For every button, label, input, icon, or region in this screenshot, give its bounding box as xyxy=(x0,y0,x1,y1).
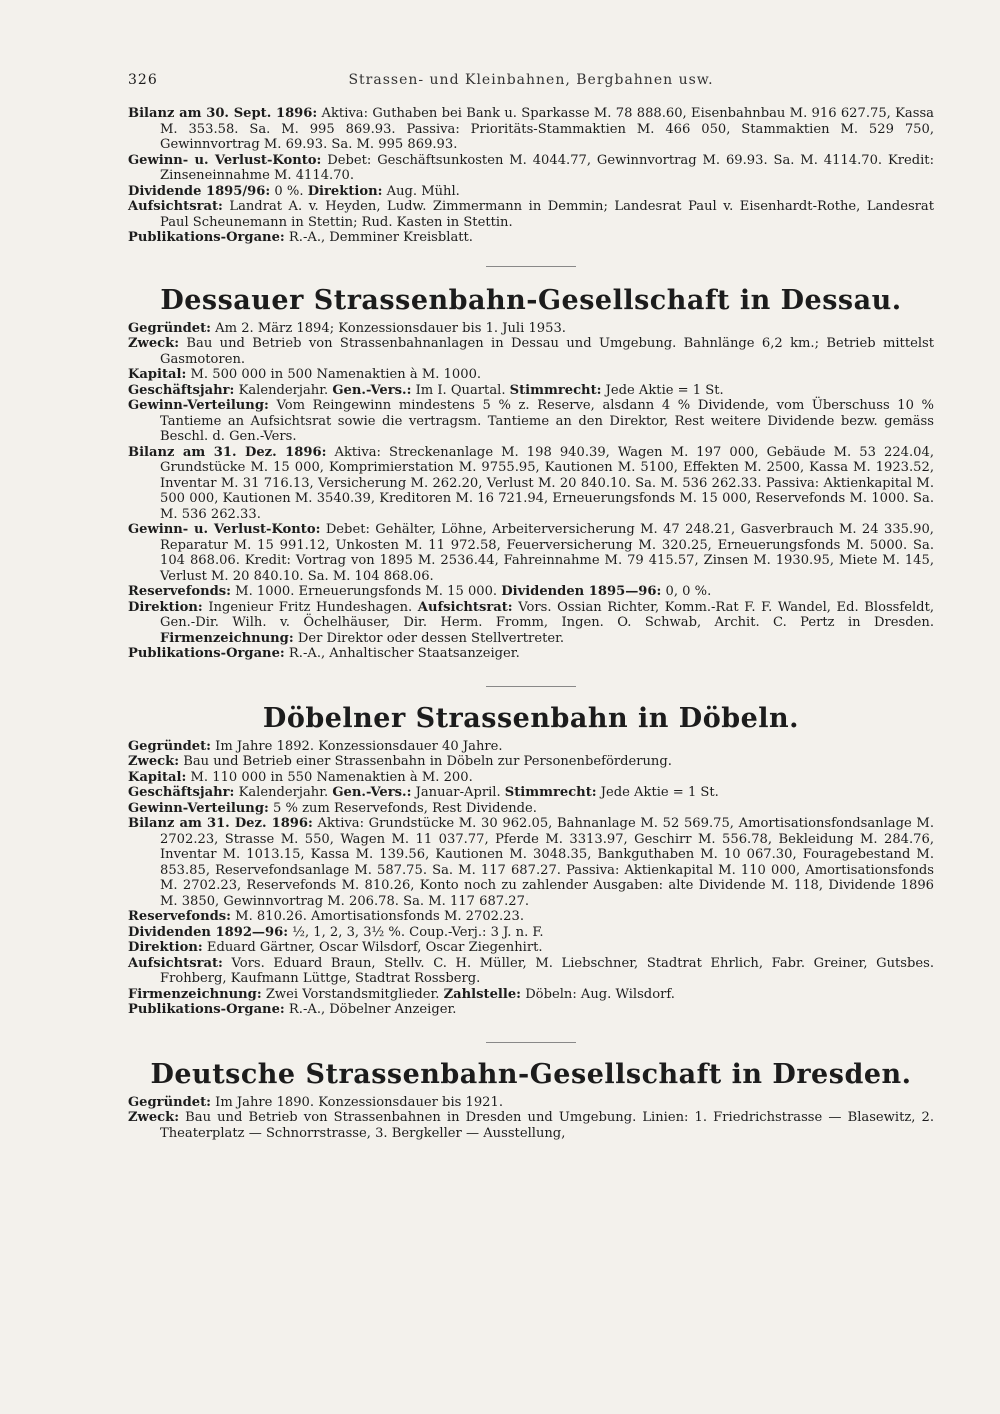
paragraph xyxy=(128,909,934,925)
paragraph xyxy=(128,801,934,817)
paragraph xyxy=(128,336,934,367)
text: Am 2. März 1894; Konzessionsdauer bis 1. Juli 1953. xyxy=(215,320,566,336)
paragraph xyxy=(128,398,934,445)
label: Bilanz am 31. Dez. 1896: xyxy=(128,816,313,831)
label: Dividenden 1895—96: xyxy=(501,584,662,599)
label: Direktion: xyxy=(128,599,203,615)
label: Geschäftsjahr: xyxy=(128,785,235,800)
text: Bau und Betrieb von Strassenbahnanlagen in Dessau und Umgebung. Bahnlänge 6,2 km.; Betrieb mittelst Gasmotoren. xyxy=(160,336,934,367)
section-divider xyxy=(486,266,576,267)
text: Jede Aktie = 1 St. xyxy=(600,785,719,800)
label: Bilanz am 31. Dez. 1896: xyxy=(128,444,327,460)
label: Zweck: xyxy=(128,336,180,351)
text: Döbeln: Aug. Wilsdorf. xyxy=(525,986,675,1002)
label: Gewinn-Verteilung: xyxy=(128,398,269,413)
paragraph xyxy=(128,600,934,647)
text: Aktiva: Grundstücke M. 30 962.05, Bahnanlage M. 52 569.75, Amortisationsfondsanlage M. 2702.23, Strasse M. 550, Wagen M. 11 037.77, Pferde M. 3313.97, Geschirr M. 556.78, Bekleidung M. 284.76, Inventar M. 1013.15, Kassa M. 139.56, Kautionen M. 3048.35, Bankguthaben M. 10 067.30, Fouragebestand M. 853.85, Reservefondsanlage M. 587.75. Sa. M. 117 687.27. Passiva: Aktienkapital M. 110 000, Amortisationsfonds M. 2702.23, Reservefonds M. 810.26, Konto noch zu zahlender Ausgaben: alte Dividende M. 118, Dividende 1896 M. 3850, Gewinnvortrag M. 206.78. Sa. M. 117 687.27. xyxy=(160,816,934,909)
paragraph xyxy=(128,739,934,755)
text: M. 1000. Erneuerungsfonds M. 15 000. xyxy=(235,584,498,599)
label: Publikations-Organe: xyxy=(128,230,285,245)
text: R.-A., Demminer Kreisblatt. xyxy=(288,230,473,245)
paragraph xyxy=(128,1095,934,1111)
paragraph-gewinn xyxy=(128,153,934,184)
label: Gegründet: xyxy=(128,1094,211,1110)
paragraph xyxy=(128,940,934,956)
paragraph xyxy=(128,956,934,987)
company-title-dresden: Deutsche Strassenbahn-Gesellschaft in Dresden. xyxy=(150,1058,912,1090)
label: Dividende 1895/96: xyxy=(128,183,271,199)
text: Im Jahre 1892. Konzessionsdauer 40 Jahre. xyxy=(215,738,503,754)
label: Gen.-Vers.: xyxy=(332,382,412,398)
label: Gewinn- u. Verlust-Konto: xyxy=(128,152,322,168)
text: 0 %. xyxy=(274,183,304,199)
text: Vors. Eduard Braun, Stellv. C. H. Müller, M. Liebschner, Stadtrat Ehrlich, Fabr. Greiner, Gutsbes. Frohberg, Kaufmann Lüttge, Stadtrat Rossberg. xyxy=(160,955,934,986)
company-title-dessau: Dessauer Strassenbahn-Gesellschaft in Dessau. xyxy=(160,284,902,316)
paragraph xyxy=(128,770,934,786)
label: Geschäftsjahr: xyxy=(128,382,235,398)
text: Zwei Vorstandsmitglieder. xyxy=(265,986,440,1002)
label: Stimmrecht: xyxy=(504,785,597,800)
paragraph-aufsichtsrat xyxy=(128,199,934,230)
document-page xyxy=(128,72,934,1141)
label: Dividenden 1892—96: xyxy=(128,924,289,940)
label: Publikations-Organe: xyxy=(128,1002,285,1017)
text: Aug. Mühl. xyxy=(386,183,460,199)
text: Kalenderjahr. xyxy=(238,382,329,398)
text: Debet: Gehälter, Löhne, Arbeiterversicherung M. 47 248.21, Gasverbrauch M. 24 335.90, Reparatur M. 15 991.12, Unkosten M. 11 972.58, Feuerversicherung M. 320.25, Erneuerungsfonds M. 5000. Sa. 104 868.06. Kredit: Vortrag von 1895 M. 2536.44, Fahreinnahme M. 79 415.57, Zinsen M. 1930.95, Miete M. 145, Verlust M. 20 840.10. Sa. M. 104 868.06. xyxy=(160,522,934,584)
paragraph xyxy=(128,383,934,399)
label: Aufsichtsrat: xyxy=(128,955,223,971)
text: M. 810.26. Amortisationsfonds M. 2702.23. xyxy=(235,909,524,924)
page-number: 326 xyxy=(128,72,158,88)
label: Reservefonds: xyxy=(128,909,231,924)
text: 5 % zum Reservefonds, Rest Dividende. xyxy=(273,800,537,816)
paragraph xyxy=(128,321,934,337)
label: Gen.-Vers.: xyxy=(332,785,412,800)
label: Firmenzeichnung: xyxy=(160,630,294,646)
text: Vors. Ossian Richter, Komm.-Rat F. F. Wandel, Ed. Blossfeldt, Gen.-Dir. Wilh. v. Öchelhäuser, Dir. Herm. Fromm, Ingen. O. Schwab, Archit. C. Pertz in Dresden. xyxy=(160,599,934,630)
entry-dessau xyxy=(128,321,934,662)
paragraph xyxy=(128,754,934,770)
paragraph xyxy=(128,925,934,941)
label: Zweck: xyxy=(128,1110,180,1125)
text: ½, 1, 2, 3, 3½ %. Coup.-Verj.: 3 J. n. F. xyxy=(292,924,544,940)
label: Gewinn- u. Verlust-Konto: xyxy=(128,522,321,537)
paragraph xyxy=(128,987,934,1003)
text: Ingenieur Fritz Hundeshagen. xyxy=(208,599,413,615)
text: Landrat A. v. Heyden, Ludw. Zimmermann in Demmin; Landesrat Paul v. Eisenhardt-Rothe, Landesrat Paul Scheunemann in Stettin; Rud. Kasten in Stettin. xyxy=(160,199,934,230)
text: Bau und Betrieb von Strassenbahnen in Dresden und Umgebung. Linien: 1. Friedrichstrasse — Blasewitz, 2. Theaterplatz — Schnorrstrasse, 3. Bergkeller — Ausstellung, xyxy=(160,1110,934,1141)
paragraph xyxy=(128,584,934,600)
paragraph xyxy=(128,1110,934,1141)
text: Debet: Geschäftsunkosten M. 4044.77, Gewinnvortrag M. 69.93. Sa. M. 4114.70. Kredit: Zinseneinnahme M. 4114.70. xyxy=(160,152,934,183)
label: Aufsichtsrat: xyxy=(128,199,223,214)
paragraph-bilanz xyxy=(128,106,934,153)
text: M. 110 000 in 550 Namenaktien à M. 200. xyxy=(190,769,473,785)
text: 0, 0 %. xyxy=(665,584,712,599)
paragraph xyxy=(128,522,934,584)
text: Januar-April. xyxy=(415,785,501,800)
text: Eduard Gärtner, Oscar Wilsdorf, Oscar Ziegenhirt. xyxy=(206,940,543,955)
top-entry xyxy=(128,106,934,246)
section-divider xyxy=(486,1042,576,1043)
text: Im Jahre 1890. Konzessionsdauer bis 1921. xyxy=(215,1094,503,1110)
page-header xyxy=(128,72,934,94)
section-divider xyxy=(486,686,576,687)
running-title: Strassen- und Kleinbahnen, Bergbahnen usw. xyxy=(348,72,714,88)
text: Der Direktor oder dessen Stellvertreter. xyxy=(297,630,565,646)
label: Zweck: xyxy=(128,754,180,769)
label: Bilanz am 30. Sept. 1896: xyxy=(128,106,318,121)
paragraph xyxy=(128,1002,934,1018)
paragraph-dividende xyxy=(128,184,934,200)
text: M. 500 000 in 500 Namenaktien à M. 1000. xyxy=(190,367,482,382)
label: Stimmrecht: xyxy=(509,382,602,398)
paragraph xyxy=(128,785,934,801)
label: Zahlstelle: xyxy=(443,986,522,1002)
paragraph xyxy=(128,445,934,523)
text: Jede Aktie = 1 St. xyxy=(605,382,724,398)
text: Bau und Betrieb einer Strassenbahn in Döbeln zur Personenbeförderung. xyxy=(183,754,672,769)
text: R.-A., Anhaltischer Staatsanzeiger. xyxy=(288,646,520,661)
label: Gewinn-Verteilung: xyxy=(128,800,269,816)
text: Aktiva: Guthaben bei Bank u. Sparkasse M. 78 888.60, Eisenbahnbau M. 916 627.75, Kassa M. 353.58. Sa. M. 995 869.93. Passiva: Prioritäts-Stammaktien M. 466 050, Stammaktien M. 529 750, Gewinnvortrag M. 69.93. Sa. M. 995 869.93. xyxy=(160,106,934,152)
paragraph xyxy=(128,816,934,909)
paragraph xyxy=(128,367,934,383)
label: Gegründet: xyxy=(128,320,211,336)
label: Direktion: xyxy=(128,940,203,955)
text: R.-A., Döbelner Anzeiger. xyxy=(288,1002,457,1017)
label: Direktion: xyxy=(307,183,383,199)
text: Im I. Quartal. xyxy=(415,382,506,398)
paragraph xyxy=(128,646,934,662)
label: Kapital: xyxy=(128,367,187,382)
label: Publikations-Organe: xyxy=(128,646,285,661)
label: Reservefonds: xyxy=(128,584,231,599)
label: Firmenzeichnung: xyxy=(128,986,262,1002)
entry-doebeln xyxy=(128,739,934,1018)
entry-dresden xyxy=(128,1095,934,1142)
paragraph-publikation xyxy=(128,230,934,246)
company-title-doebeln: Döbelner Strassenbahn in Döbeln. xyxy=(262,702,800,734)
text: Aktiva: Streckenanlage M. 198 940.39, Wagen M. 197 000, Gebäude M. 53 224.04, Grundstücke M. 15 000, Komprimierstation M. 9755.95, Kautionen M. 5100, Effekten M. 2500, Kassa M. 1923.52, Inventar M. 31 716.13, Versicherung M. 262.20, Verlust M. 20 840.10. Sa. M. 536 262.33. Passiva: Aktienkapital M. 500 000, Kautionen M. 3540.39, Kreditoren M. 16 721.94, Erneuerungsfonds M. 15 000, Reservefonds M. 1000. Sa. M. 536 262.33. xyxy=(160,444,934,522)
label: Kapital: xyxy=(128,769,187,785)
text: Kalenderjahr. xyxy=(238,785,329,800)
text: Vom Reingewinn mindestens 5 % z. Reserve, alsdann 4 % Dividende, vom Überschuss 10 % Tantieme an Aufsichtsrat sowie die vertragsm. Tantieme an den Direktor, Rest weitere Dividende bezw. gemäss Beschl. d. Gen.-Vers. xyxy=(160,398,934,444)
label: Gegründet: xyxy=(128,738,211,754)
label: Aufsichtsrat: xyxy=(417,599,513,615)
